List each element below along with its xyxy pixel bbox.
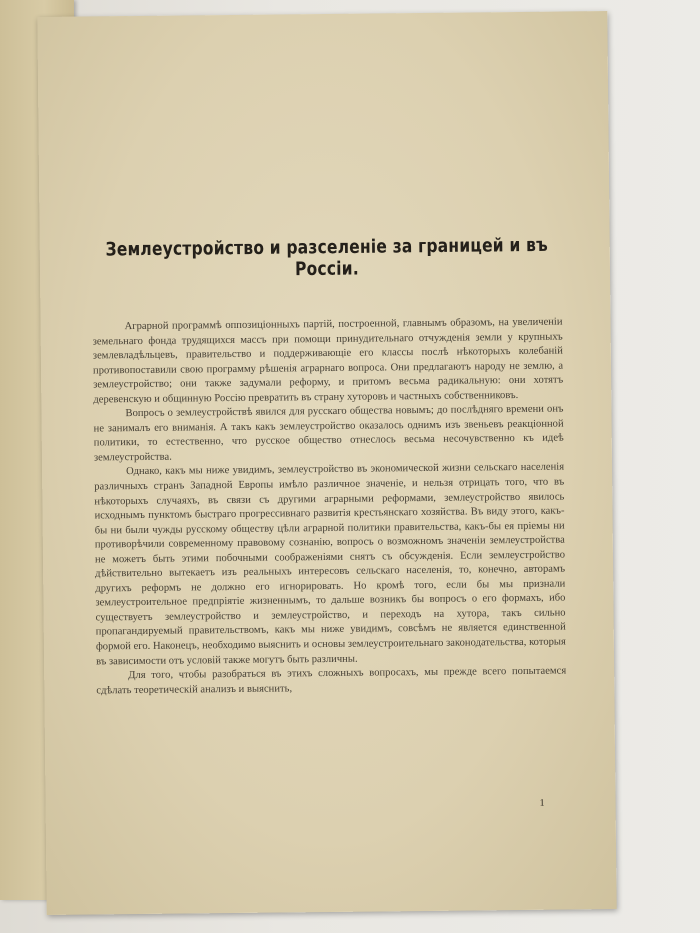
article-title: Землеустройство и разселеніе за границей и въ Россіи. bbox=[105, 234, 549, 280]
paragraph-2: Вопросъ о землеустройствѣ явился для русскаго общества новымъ; до послѣдняго времени онъ не занималъ его вниманія. А такъ какъ землеустройство оказалось однимъ изъ звеньевъ реакціонной политики, то естественно, что русское общество отнеслось весьма несочувственно къ идеѣ землеустройства. bbox=[93, 403, 564, 464]
page-number: 1 bbox=[539, 797, 545, 809]
paragraph-1: Аграрной программѣ оппозиціонныхъ партій, построенной, главнымъ образомъ, на увеличеніи земельнаго фонда трудящихся массъ при помощи принудительнаго отчужденія земли у крупныхъ землевладѣльцевъ, правительство и поддерживающіе его классы послѣ нѣкоторыхъ колебаній противопоставили свою программу рѣшенія аграрнаго вопроса. Они предлагаютъ народу не землю, а землеустройство; они также задумали реформу, и притомъ весьма радикальную: они хотятъ деревенскую и общинную Россію превратить въ страну хуторовъ и частныхъ собственниковъ. bbox=[92, 316, 564, 406]
paragraph-3: Однако, какъ мы ниже увидимъ, землеустройство въ экономической жизни сельскаго населенія различныхъ странъ Западной Европы имѣло различное значеніе, и нельзя отрицать того, что въ нѣкоторыхъ случаяхъ, въ связи съ другими аграрными реформами, землеустройство явилось исходнымъ пунктомъ быстраго прогрессивнаго развитія крестьянскаго хозяйства. Въ виду этого, какъ-бы ни были чужды русскому обществу цѣли аграрной политики правительства, какъ-бы ея пріемы ни противорѣчили современному правовому сознанію, вопросъ о возможномъ значеніи землеустройства не можетъ быть этими побочными соображеніями снятъ съ обсужденія. Если землеустройство дѣйствительно вытекаетъ изъ реальныхъ интересовъ сельскаго населенія, то, конечно, авторамъ другихъ реформъ не должно его игнорировать. Но кромѣ того, если бы мы признали землеустроительное предпріятіе жизненнымъ, то дальше возникъ бы вопросъ о его формахъ, ибо существуетъ землеустройство и землеустройство, и переходъ на хутора, такъ сильно пропагандируемый правительствомъ, какъ мы ниже увидимъ, совсѣмъ не является единственной формой его. Наконецъ, необходимо выяснить и основы землеустроительнаго законодательства, которыя въ зависимости отъ условій также могутъ быть различны. bbox=[94, 461, 566, 668]
document-page bbox=[37, 11, 616, 915]
paragraph-4: Для того, чтобы разобраться въ этихъ сложныхъ вопросахъ, мы прежде всего попытаемся сдѣлать теоретическій анализъ и выяснить, bbox=[96, 665, 567, 697]
page-content bbox=[92, 234, 567, 809]
